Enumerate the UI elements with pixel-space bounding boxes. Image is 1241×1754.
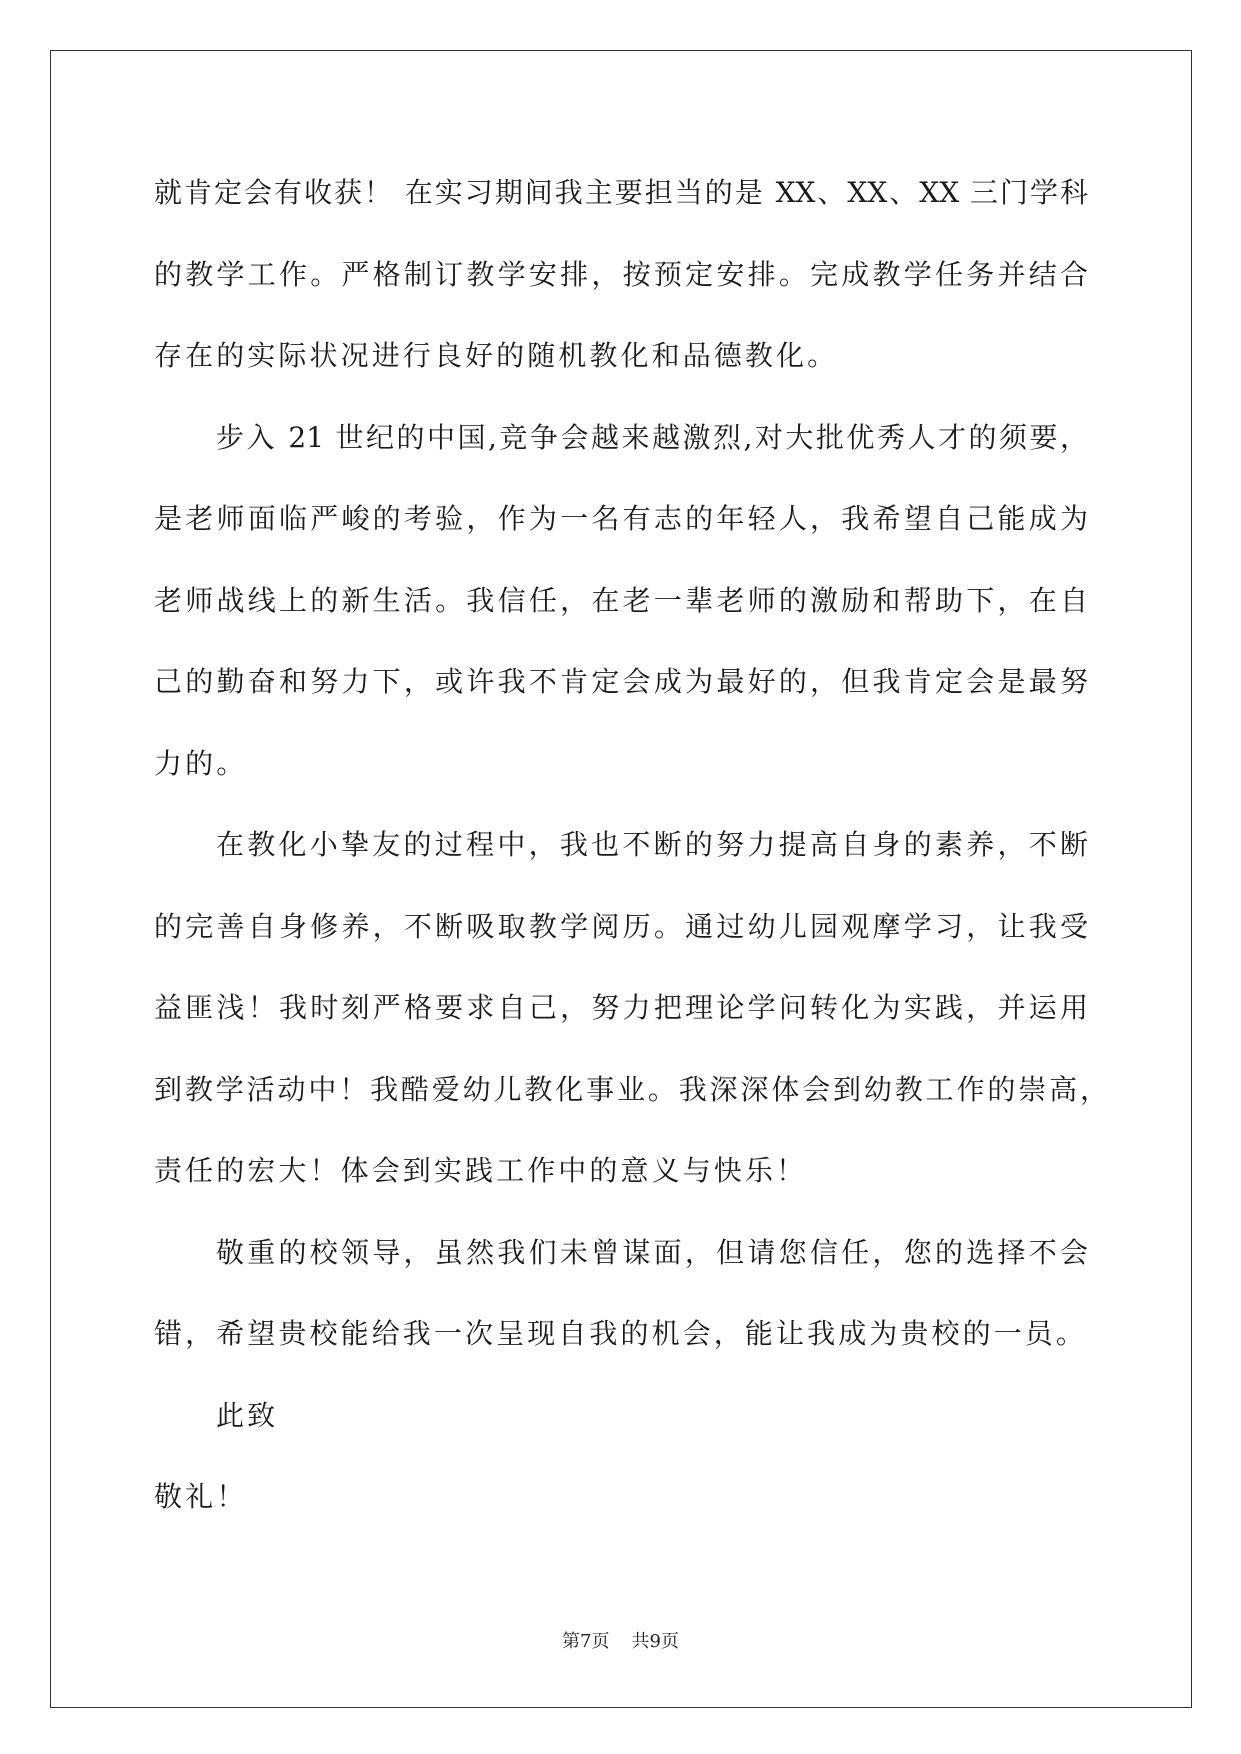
text-line: 步入 21 世纪的中国,竞争会越来越激烈,对大批优秀人才的须要，	[216, 420, 1088, 454]
page-total: 共9页	[631, 1631, 679, 1652]
paragraph	[154, 152, 1114, 397]
text-line: 己的勤奋和努力下，或许我不肯定会成为最好的，但我肯定会是最努	[154, 665, 1088, 698]
text-line: 到教学活动中！我酷爱幼儿教化事业。我深深体会到幼教工作的崇高，	[154, 1072, 1108, 1106]
text-line: 错，希望贵校能给我一次呈现自我的机会，能让我成为贵校的一员。	[154, 1317, 1088, 1350]
paragraph	[154, 397, 1114, 805]
closing-regards	[154, 1456, 1114, 1538]
text-line: 责任的宏大！体会到实践工作中的意义与快乐！	[154, 1154, 808, 1187]
text-line: 敬重的校领导，虽然我们未曾谋面，但请您信任，您的选择不会	[216, 1235, 1088, 1269]
text-line: 此致	[216, 1398, 279, 1432]
text-line: 敬礼！	[154, 1480, 248, 1513]
text-line: 益匪浅！我时刻严格要求自己，努力把理论学问转化为实践，并运用	[154, 991, 1088, 1024]
text-line: 在教化小挚友的过程中，我也不断的努力提高自身的素养，不断	[216, 828, 1088, 861]
page-footer	[0, 1630, 1241, 1654]
text-line: 就肯定会有收获！ 在实习期间我主要担当的是 XX、XX、XX 三门学科	[154, 176, 1088, 209]
text-line: 的完善自身修养，不断吸取教学阅历。通过幼儿园观摩学习，让我受	[154, 909, 1088, 943]
text-line: 存在的实际状况进行良好的随机教化和品德教化。	[154, 339, 839, 372]
paragraph	[154, 804, 1114, 1212]
text-line: 老师战线上的新生活。我信任，在老一辈老师的激励和帮助下，在自	[154, 583, 1088, 617]
closing-salutation	[154, 1375, 1114, 1457]
text-line: 的教学工作。严格制订教学安排，按预定安排。完成教学任务并结合	[154, 257, 1088, 291]
paragraph	[154, 1212, 1114, 1375]
text-line: 力的。	[154, 746, 248, 780]
page-number: 第7页	[562, 1631, 610, 1652]
letter-body	[154, 152, 1114, 1538]
text-line: 是老师面临严峻的考验，作为一名有志的年轻人，我希望自己能成为	[154, 502, 1088, 535]
